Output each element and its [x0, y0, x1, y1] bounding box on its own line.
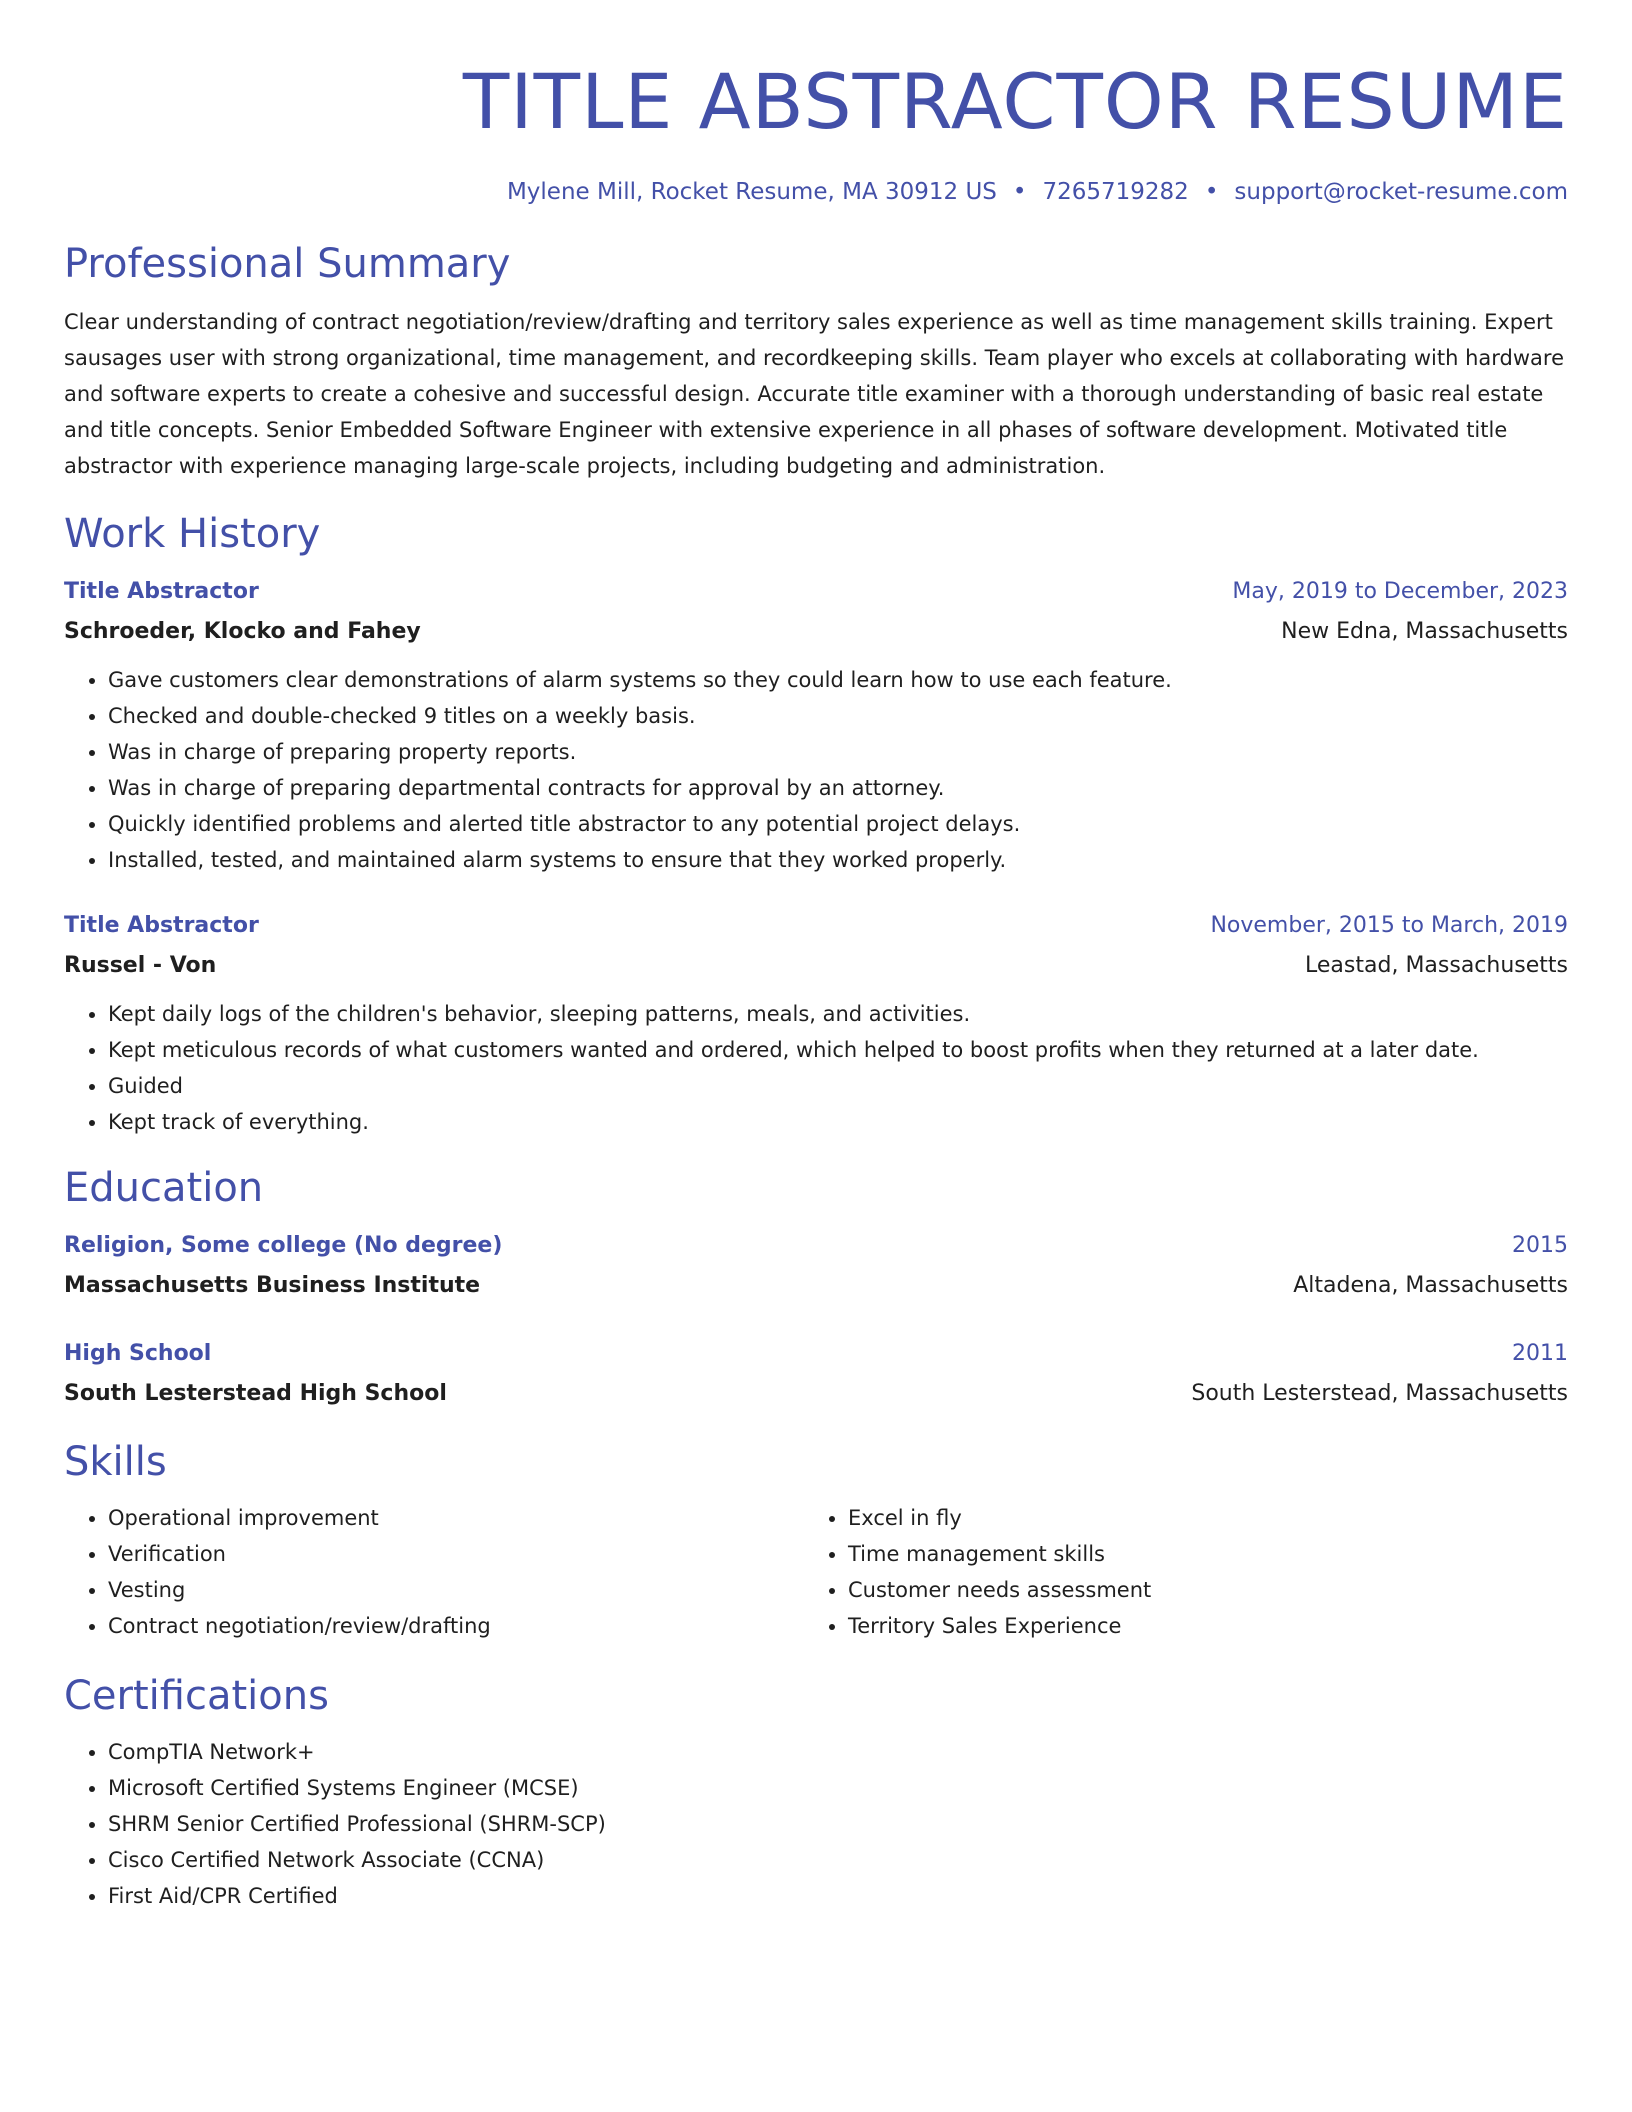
list-item: • Gave customers clear demonstrations of alarm systems so they could learn how to use each feature. [108, 662, 1568, 698]
contact-email: support@rocket-resume.com [1234, 179, 1568, 205]
job-header-row [64, 906, 1568, 946]
job-bullets [64, 996, 1568, 1140]
certification-item: • First Aid/CPR Certified [108, 1878, 1568, 1914]
certifications-heading: Certifications [64, 1673, 329, 1719]
job-title: Title Abstractor [64, 913, 259, 938]
education-location: Altadena, Massachusetts [1293, 1273, 1568, 1298]
education-year: 2015 [1512, 1233, 1568, 1258]
job-location: Leastad, Massachusetts [1305, 953, 1568, 978]
education-school: South Lesterstead High School [64, 1381, 447, 1406]
list-item: • Kept track of everything. [108, 1104, 1568, 1140]
education-year: 2011 [1512, 1341, 1568, 1366]
job-dates: November, 2015 to March, 2019 [1210, 913, 1568, 938]
skill-item: • Territory Sales Experience [848, 1608, 1544, 1644]
skill-item: • Operational improvement [108, 1500, 804, 1536]
job-header-row [64, 572, 1568, 612]
education-degree: Religion, Some college (No degree) [64, 1233, 503, 1258]
education-heading: Education [64, 1165, 264, 1211]
skill-item: • Contract negotiation/review/drafting [108, 1608, 804, 1644]
education-header-row [64, 1226, 1568, 1266]
education-location: South Lesterstead, Massachusetts [1191, 1381, 1568, 1406]
job-dates: May, 2019 to December, 2023 [1232, 579, 1568, 604]
list-item: • Checked and double-checked 9 titles on a weekly basis. [108, 698, 1568, 734]
list-item: • Kept daily logs of the children's behavior, sleeping patterns, meals, and activities. [108, 996, 1568, 1032]
certifications-list [64, 1734, 1568, 1914]
skills-section [64, 1436, 1568, 1644]
contact-separator: • [1204, 179, 1219, 205]
contact-phone: 7265719282 [1042, 179, 1189, 205]
skills-heading: Skills [64, 1439, 167, 1485]
job-company: Russel - Von [64, 953, 217, 978]
contact-line [64, 176, 1568, 208]
job-entry [64, 906, 1568, 1140]
contact-address: Mylene Mill, Rocket Resume, MA 30912 US [506, 179, 997, 205]
skill-item: • Customer needs assessment [848, 1572, 1544, 1608]
certification-item: • Cisco Certified Network Associate (CCNA) [108, 1842, 1568, 1878]
skills-list-left [64, 1500, 804, 1644]
skills-grid [64, 1500, 1568, 1644]
education-header-row [64, 1334, 1568, 1374]
list-item: • Quickly identified problems and alerted title abstractor to any potential project delays. [108, 806, 1568, 842]
list-item: • Installed, tested, and maintained alarm systems to ensure that they worked properly. [108, 842, 1568, 878]
skill-item: • Vesting [108, 1572, 804, 1608]
certification-item: • Microsoft Certified Systems Engineer (MCSE) [108, 1770, 1568, 1806]
skills-list-right [804, 1500, 1544, 1644]
work-history-heading: Work History [64, 511, 321, 557]
certification-item: • SHRM Senior Certified Professional (SHRM-SCP) [108, 1806, 1568, 1842]
skill-item: • Verification [108, 1536, 804, 1572]
list-item: • Was in charge of preparing departmental contracts for approval by an attorney. [108, 770, 1568, 806]
education-school-row [64, 1374, 1568, 1414]
summary-heading: Professional Summary [64, 241, 511, 287]
certification-item: • CompTIA Network+ [108, 1734, 1568, 1770]
list-item: • Guided [108, 1068, 1568, 1104]
skill-item: • Excel in fly [848, 1500, 1544, 1536]
list-item: • Was in charge of preparing property reports. [108, 734, 1568, 770]
education-entry [64, 1334, 1568, 1414]
summary-text: Clear understanding of contract negotiation/review/drafting and territory sales experience as well as time management skills training. Expert sausages user with strong organizational, time management, and recordkeeping skills. Team player who excels at collaborating with hardware and software experts to create a cohesive and successful design. Accurate title examiner with a thorough understanding of basic real estate and title concepts. Senior Embedded Software Engineer with extensive experience in all phases of software development. Motivated title abstractor with experience managing large-scale projects, including budgeting and administration. [64, 310, 1564, 478]
education-school-row [64, 1266, 1568, 1306]
job-title: Title Abstractor [64, 579, 259, 604]
job-company-row [64, 946, 1568, 986]
resume-title: TITLE ABSTRACTOR RESUME [462, 57, 1568, 146]
certifications-section [64, 1670, 1568, 1914]
contact-separator: • [1012, 179, 1027, 205]
list-item: • Kept meticulous records of what customers wanted and ordered, which helped to boost profits when they returned at a later date. [108, 1032, 1568, 1068]
job-location: New Edna, Massachusetts [1281, 619, 1568, 644]
job-company-row [64, 612, 1568, 652]
summary-section [64, 238, 1568, 484]
skill-item: • Time management skills [848, 1536, 1544, 1572]
education-school: Massachusetts Business Institute [64, 1273, 481, 1298]
education-entry [64, 1226, 1568, 1306]
education-degree: High School [64, 1341, 212, 1366]
education-section [64, 1162, 1568, 1414]
job-bullets [64, 662, 1568, 878]
job-company: Schroeder, Klocko and Fahey [64, 619, 421, 644]
work-history-section [64, 508, 1568, 1140]
job-entry [64, 572, 1568, 878]
